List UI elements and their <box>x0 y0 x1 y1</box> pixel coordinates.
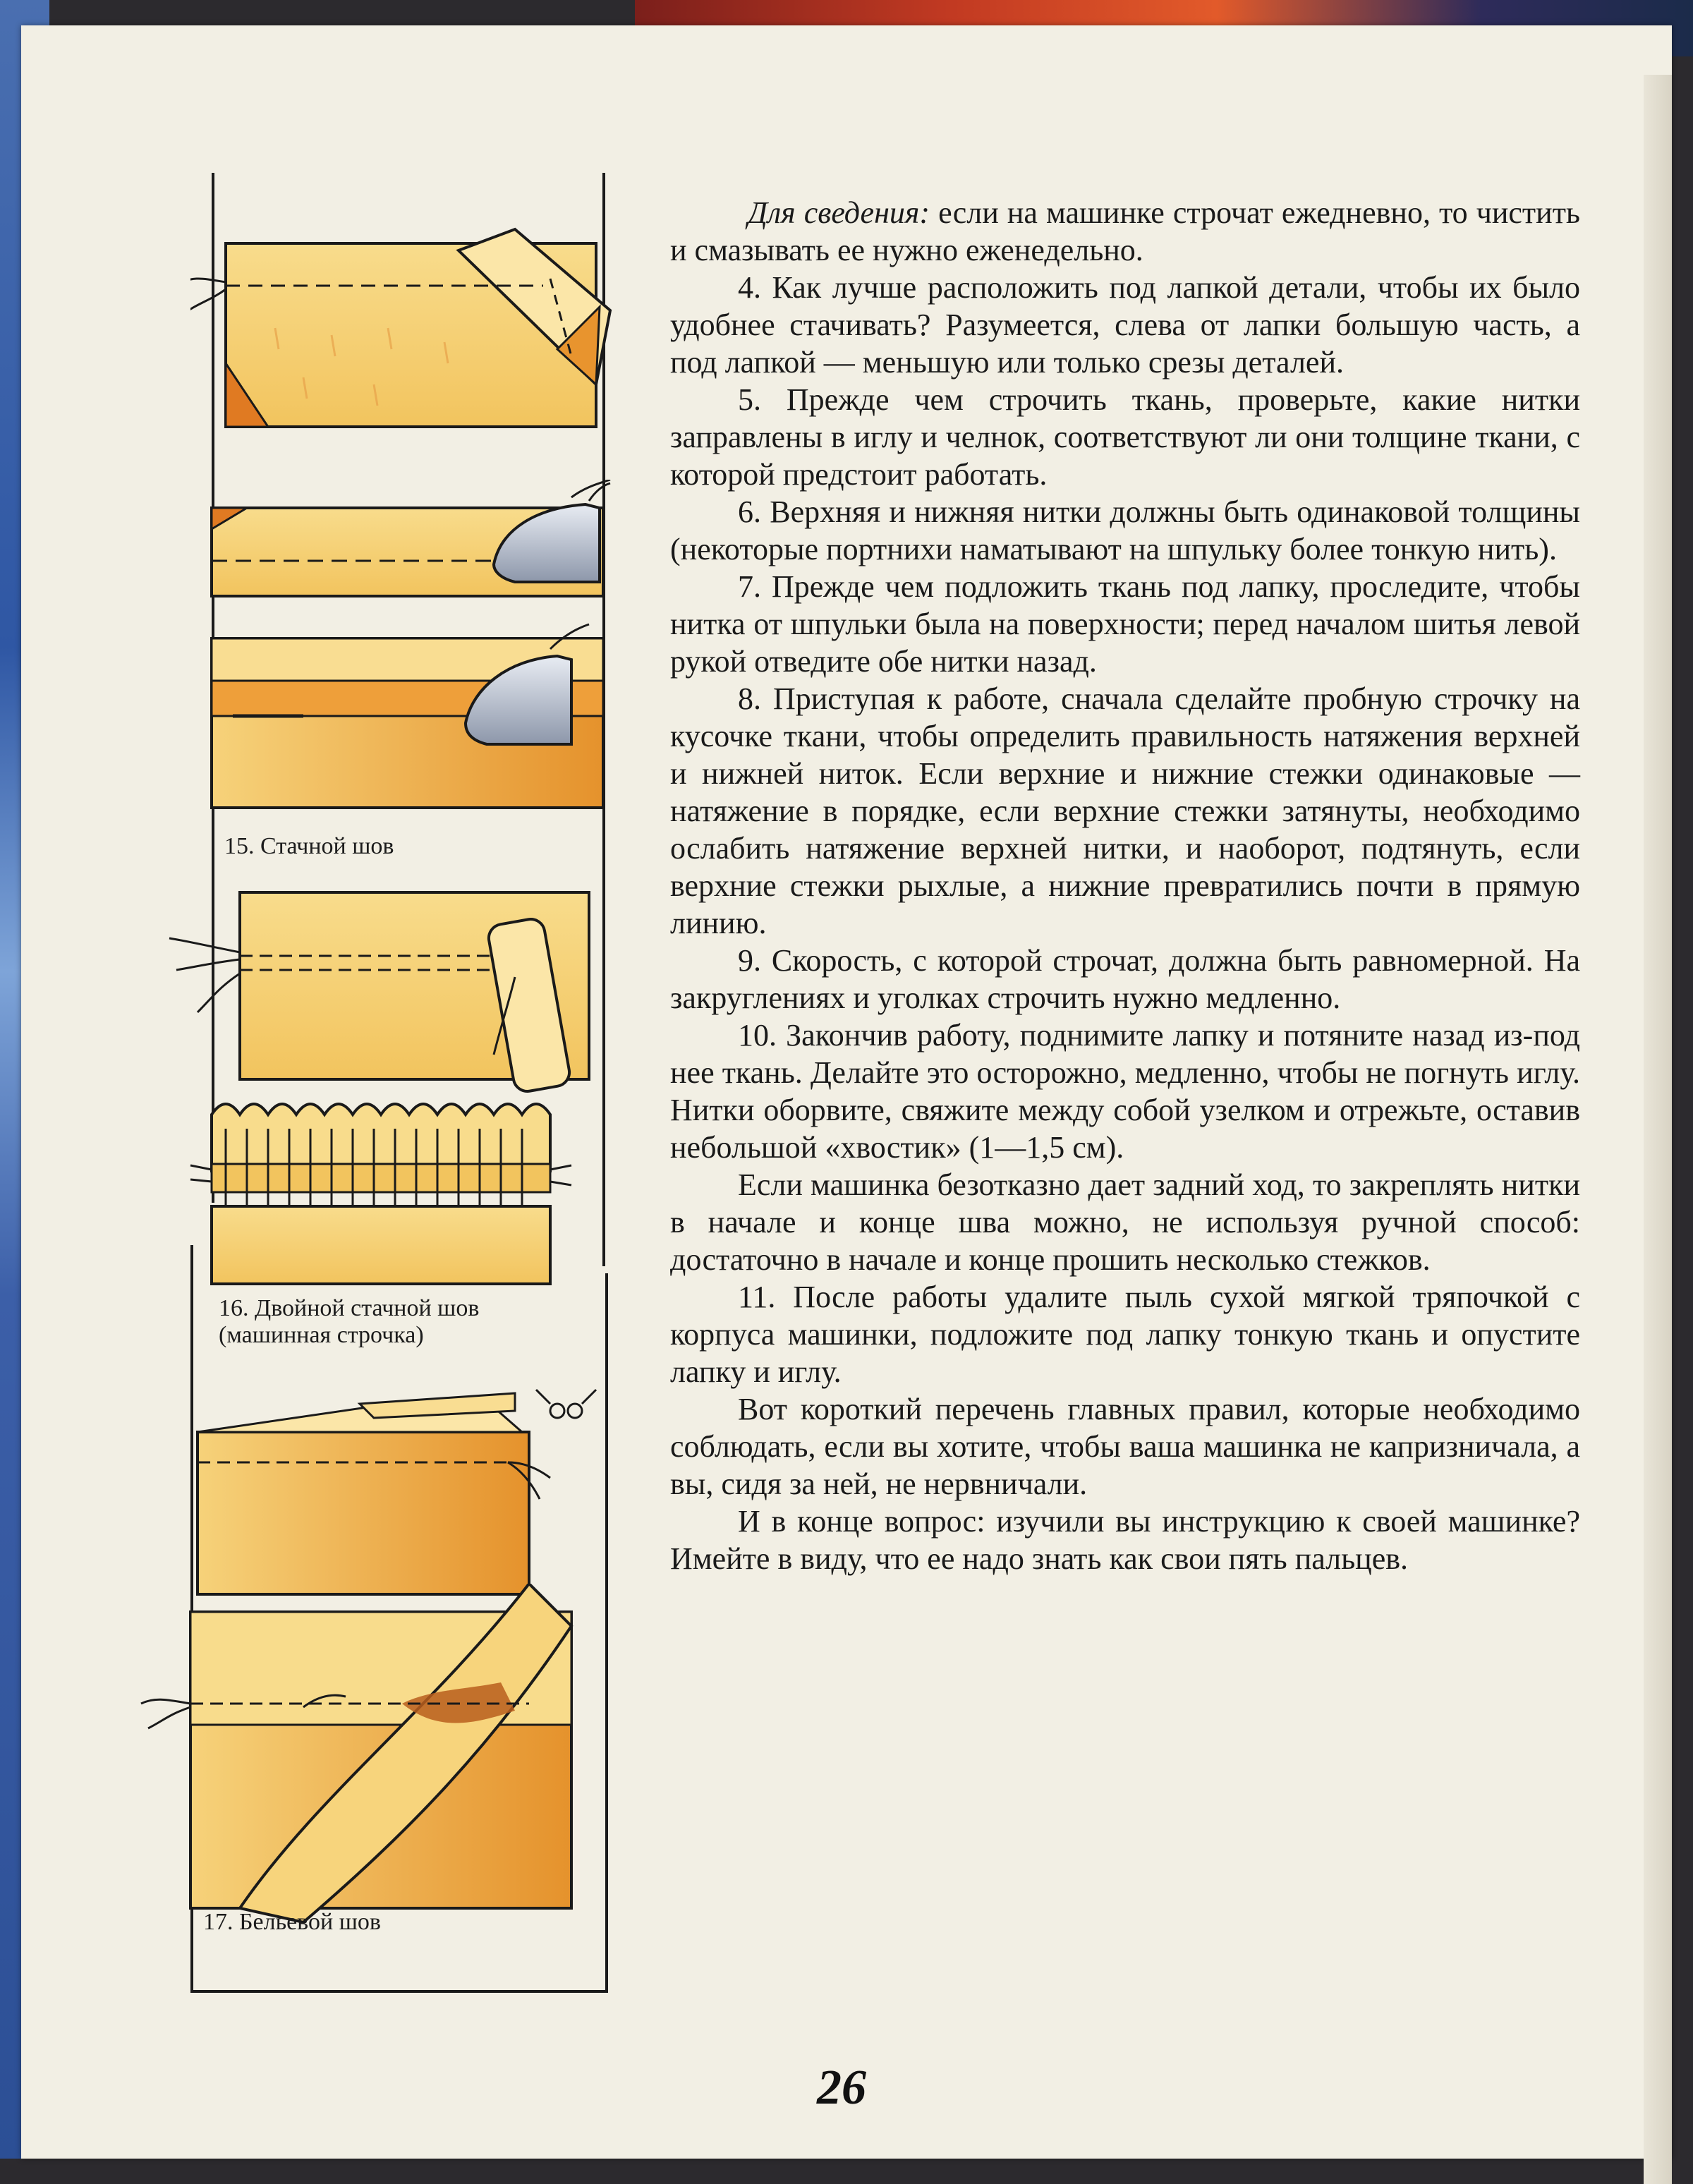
page-number: 26 <box>817 2061 866 2115</box>
fig16-double-seam-illustration <box>148 885 614 1111</box>
paragraph-11: 11. После работы удалите пыль сухой мягкой тряпочкой с корпуса машинки, подложите под лапку тонкую ткань и опустите лапку и иглу. <box>670 1280 1580 1389</box>
paragraph-10b: Если машинка безотказно дает задний ход, то закреплять нитки в начале и конце шва можно, не используя ручной способ: достаточно в начале и конце прошить несколько стежков. <box>670 1167 1580 1277</box>
illustration-column <box>190 173 614 1993</box>
paragraph-6: 6. Верхняя и нижняя нитки должны быть одинаковой толщины (некоторые портнихи наматывают на шпульку более тонкую нить). <box>670 495 1580 566</box>
note-body: если на машинке строчат ежедневно, то чистить и смазывать ее нужно еженедельно. <box>670 195 1580 267</box>
paragraph-4: 4. Как лучше расположить под лапкой детали, чтобы их было удобнее стачивать? Разумеется, слева от лапки большую часть, а под лапкой — меньшую или только срезы деталей. <box>670 270 1580 380</box>
fig16-caption-line1: 16. Двойной стачной шов <box>219 1295 480 1321</box>
page-fold-shadow <box>1644 75 1672 2184</box>
paragraph-10: 10. Закончив работу, поднимите лапку и потяните назад из-под нее ткань. Делайте это осторожно, медленно, чтобы не погнуть иглу. Нитки оборвите, свяжите между собой узелком и отрежьте, оставив небольшой «хвостик» (1—1,5 см). <box>670 1018 1580 1165</box>
paragraph-12: Вот короткий перечень главных правил, которые необходимо соблюдать, если вы хотите, чтобы ваша машинка не капризничала, а вы, сидя за ней, не нервничали. <box>670 1392 1580 1501</box>
fig15-caption: 15. Стачной шов <box>224 833 394 859</box>
note-paragraph <box>670 194 1580 269</box>
fig15-seam-stitching-illustration <box>205 617 614 815</box>
scissors-icon <box>536 1390 596 1418</box>
fig17-caption: 17. Бельевой шов <box>203 1909 381 1935</box>
paragraph-5: 5. Прежде чем строчить ткань, проверьте, какие нитки заправлены в иглу и челнок, соответствуют ли они толщине ткани, с которой предстоит работать. <box>670 382 1580 492</box>
main-text <box>670 194 1580 1577</box>
fig16-gathered-fabric-illustration <box>176 1086 614 1319</box>
paragraph-8: 8. Приступая к работе, сначала сделайте пробную строчку на кусочке ткани, чтобы определить правильность натяжения верхней и нижней ниток. Если верхние и нижние стежки одинаковые — натяжение в порядке, если верхние стежки затянуты, необходимо ослабить натяжение верхней нитки, и наоборот, подтянуть, если верхние стежки рыхлые, а нижние превратились почти в прямую линию. <box>670 681 1580 940</box>
frame-line <box>190 1990 608 1993</box>
paragraph-7: 7. Прежде чем подложить ткань под лапку, проследите, чтобы нитка от шпульки была на поверхности; перед началом шитья левой рукой отведите обе нитки назад. <box>670 569 1580 679</box>
fig17-trim-illustration <box>183 1379 621 1612</box>
paragraph-9: 9. Скорость, с которой строчат, должна быть равномерной. На закруглениях и уголках строчить нужно медленно. <box>670 943 1580 1015</box>
fig16-caption-line2: (машинная строчка) <box>219 1322 424 1348</box>
fig15-presser-foot-illustration <box>205 480 614 600</box>
fig17-felled-seam-illustration <box>134 1584 614 1936</box>
note-label: Для сведения: <box>748 195 930 230</box>
paragraph-13: И в конце вопрос: изучили вы инструкцию к своей машинке? Имейте в виду, что ее надо знать как свои пять пальцев. <box>670 1504 1580 1576</box>
